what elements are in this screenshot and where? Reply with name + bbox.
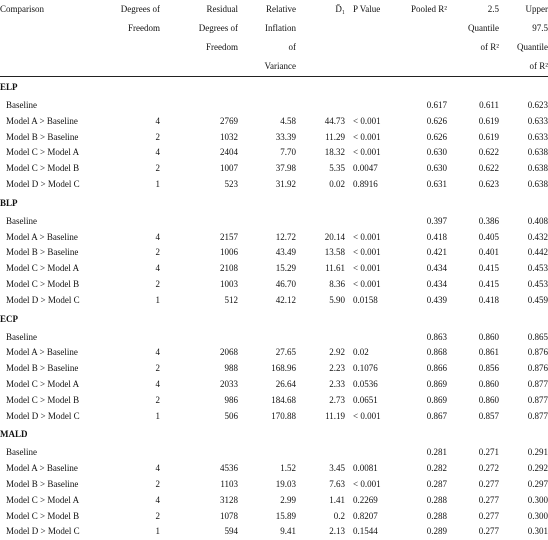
cell-quantile-2-5-r2: 0.611: [447, 98, 499, 114]
cell-pooled-r2: 0.282: [403, 461, 447, 477]
cell-pooled-r2: 0.630: [403, 145, 447, 161]
cell-quantile-2-5-r2: 0.272: [447, 461, 499, 477]
cell-degrees-of-freedom: 4: [118, 114, 160, 130]
cell-pooled-r2: 0.631: [403, 177, 447, 193]
cell-degrees-of-freedom: [118, 214, 160, 230]
table-row: [0, 461, 548, 477]
cell-p-value: 0.8207: [345, 509, 403, 525]
table-row: [0, 509, 548, 525]
cell-relative-inflation-of-variance: 27.65: [238, 345, 296, 361]
cell-comparison: Model A > Baseline: [0, 114, 118, 130]
cell-pooled-r2: 0.439: [403, 293, 447, 309]
cell-pooled-r2: 0.288: [403, 493, 447, 509]
cell-p-value: < 0.001: [345, 261, 403, 277]
cell-p-value: 0.1076: [345, 361, 403, 377]
group-title: BLP: [0, 193, 548, 214]
cell-quantile-2-5-r2: 0.277: [447, 509, 499, 525]
cell-comparison: Model A > Baseline: [0, 230, 118, 246]
cell-quantile-97-5-r2: 0.638: [499, 145, 548, 161]
cell-d1-statistic: 3.45: [296, 461, 345, 477]
cell-degrees-of-freedom: 1: [118, 293, 160, 309]
cell-d1-statistic: 7.63: [296, 477, 345, 493]
cell-p-value: 0.0536: [345, 377, 403, 393]
cell-comparison: Model D > Model C: [0, 293, 118, 309]
table-row: [0, 130, 548, 146]
header-p-value: [345, 0, 403, 77]
table-row: [0, 145, 548, 161]
cell-quantile-97-5-r2: 0.877: [499, 409, 548, 425]
cell-comparison: Model C > Model B: [0, 277, 118, 293]
header-pooled-r2: [403, 0, 447, 77]
cell-comparison: Baseline: [0, 98, 118, 114]
cell-quantile-97-5-r2: 0.300: [499, 509, 548, 525]
cell-d1-statistic: 13.58: [296, 245, 345, 261]
cell-degrees-of-freedom: 4: [118, 493, 160, 509]
cell-p-value: < 0.001: [345, 245, 403, 261]
cell-d1-statistic: 0.2: [296, 509, 345, 525]
table-row: [0, 524, 548, 540]
cell-d1-statistic: [296, 445, 345, 461]
cell-quantile-97-5-r2: 0.633: [499, 130, 548, 146]
cell-pooled-r2: 0.287: [403, 477, 447, 493]
header-relative-inflation-of-variance: [238, 0, 296, 77]
cell-quantile-97-5-r2: 0.459: [499, 293, 548, 309]
header-line: of R²: [499, 57, 548, 76]
cell-p-value: 0.0047: [345, 161, 403, 177]
cell-degrees-of-freedom: 4: [118, 145, 160, 161]
table-row: [0, 293, 548, 309]
cell-quantile-2-5-r2: 0.619: [447, 130, 499, 146]
cell-residual-degrees-of-freedom: 1006: [160, 245, 238, 261]
table-row: [0, 245, 548, 261]
cell-relative-inflation-of-variance: 15.29: [238, 261, 296, 277]
cell-relative-inflation-of-variance: 12.72: [238, 230, 296, 246]
header-line: P Value: [353, 0, 403, 19]
cell-comparison: Model C > Model A: [0, 493, 118, 509]
cell-p-value: [345, 214, 403, 230]
cell-p-value: < 0.001: [345, 114, 403, 130]
cell-quantile-2-5-r2: 0.401: [447, 245, 499, 261]
cell-quantile-97-5-r2: 0.301: [499, 524, 548, 540]
cell-pooled-r2: 0.869: [403, 377, 447, 393]
cell-degrees-of-freedom: [118, 98, 160, 114]
cell-residual-degrees-of-freedom: 1103: [160, 477, 238, 493]
cell-d1-statistic: [296, 330, 345, 346]
cell-degrees-of-freedom: [118, 330, 160, 346]
cell-d1-statistic: 44.73: [296, 114, 345, 130]
cell-quantile-2-5-r2: 0.860: [447, 377, 499, 393]
cell-quantile-97-5-r2: 0.877: [499, 393, 548, 409]
cell-degrees-of-freedom: 2: [118, 509, 160, 525]
cell-residual-degrees-of-freedom: 986: [160, 393, 238, 409]
cell-p-value: < 0.001: [345, 409, 403, 425]
cell-p-value: 0.2269: [345, 493, 403, 509]
cell-d1-statistic: 2.92: [296, 345, 345, 361]
table-row: [0, 230, 548, 246]
cell-residual-degrees-of-freedom: 2108: [160, 261, 238, 277]
cell-pooled-r2: 0.418: [403, 230, 447, 246]
table-row: [0, 493, 548, 509]
cell-comparison: Model C > Model A: [0, 145, 118, 161]
header-quantile-97-5-r2: [499, 0, 548, 77]
cell-p-value: 0.8916: [345, 177, 403, 193]
cell-d1-statistic: 11.29: [296, 130, 345, 146]
cell-p-value: 0.02: [345, 345, 403, 361]
cell-quantile-97-5-r2: 0.453: [499, 261, 548, 277]
cell-quantile-97-5-r2: 0.292: [499, 461, 548, 477]
table-row: [0, 114, 548, 130]
cell-relative-inflation-of-variance: 43.49: [238, 245, 296, 261]
header-line: Relative: [238, 0, 296, 19]
cell-pooled-r2: 0.630: [403, 161, 447, 177]
header-line: Variance: [238, 57, 296, 76]
cell-quantile-97-5-r2: 0.876: [499, 361, 548, 377]
cell-quantile-2-5-r2: 0.622: [447, 161, 499, 177]
cell-quantile-2-5-r2: 0.860: [447, 330, 499, 346]
cell-relative-inflation-of-variance: [238, 445, 296, 461]
cell-degrees-of-freedom: 2: [118, 161, 160, 177]
header-line: Inflation: [238, 19, 296, 38]
cell-pooled-r2: 0.626: [403, 114, 447, 130]
cell-pooled-r2: 0.626: [403, 130, 447, 146]
cell-comparison: Baseline: [0, 330, 118, 346]
cell-residual-degrees-of-freedom: 988: [160, 361, 238, 377]
cell-quantile-2-5-r2: 0.386: [447, 214, 499, 230]
cell-comparison: Baseline: [0, 214, 118, 230]
cell-quantile-97-5-r2: 0.623: [499, 98, 548, 114]
cell-degrees-of-freedom: 4: [118, 345, 160, 361]
header-d1-statistic: [296, 0, 345, 77]
cell-residual-degrees-of-freedom: [160, 330, 238, 346]
cell-quantile-2-5-r2: 0.418: [447, 293, 499, 309]
cell-quantile-2-5-r2: 0.277: [447, 524, 499, 540]
cell-pooled-r2: 0.289: [403, 524, 447, 540]
cell-d1-statistic: 0.02: [296, 177, 345, 193]
cell-quantile-97-5-r2: 0.877: [499, 377, 548, 393]
cell-quantile-2-5-r2: 0.415: [447, 261, 499, 277]
cell-degrees-of-freedom: [118, 445, 160, 461]
cell-residual-degrees-of-freedom: 1007: [160, 161, 238, 177]
cell-quantile-2-5-r2: 0.857: [447, 409, 499, 425]
table-row: [0, 214, 548, 230]
group-title: ELP: [0, 77, 548, 99]
cell-quantile-97-5-r2: 0.300: [499, 493, 548, 509]
cell-p-value: 0.0081: [345, 461, 403, 477]
cell-degrees-of-freedom: 2: [118, 361, 160, 377]
cell-relative-inflation-of-variance: [238, 98, 296, 114]
cell-degrees-of-freedom: 2: [118, 245, 160, 261]
cell-d1-statistic: 11.19: [296, 409, 345, 425]
header-line: of R²: [447, 38, 499, 57]
cell-d1-statistic: [296, 98, 345, 114]
cell-quantile-97-5-r2: 0.638: [499, 161, 548, 177]
cell-comparison: Model B > Baseline: [0, 361, 118, 377]
table-row: [0, 277, 548, 293]
cell-quantile-97-5-r2: 0.297: [499, 477, 548, 493]
table-row: [0, 477, 548, 493]
cell-degrees-of-freedom: 4: [118, 230, 160, 246]
cell-quantile-97-5-r2: 0.453: [499, 277, 548, 293]
cell-relative-inflation-of-variance: 7.70: [238, 145, 296, 161]
cell-d1-statistic: [296, 214, 345, 230]
cell-degrees-of-freedom: 1: [118, 177, 160, 193]
cell-pooled-r2: 0.863: [403, 330, 447, 346]
cell-relative-inflation-of-variance: 19.03: [238, 477, 296, 493]
group-row: [0, 77, 548, 99]
cell-relative-inflation-of-variance: 170.88: [238, 409, 296, 425]
cell-quantile-97-5-r2: 0.865: [499, 330, 548, 346]
table-row: [0, 361, 548, 377]
cell-relative-inflation-of-variance: [238, 330, 296, 346]
cell-quantile-97-5-r2: 0.432: [499, 230, 548, 246]
cell-quantile-2-5-r2: 0.405: [447, 230, 499, 246]
cell-comparison: Model D > Model C: [0, 409, 118, 425]
cell-quantile-2-5-r2: 0.415: [447, 277, 499, 293]
cell-d1-statistic: 18.32: [296, 145, 345, 161]
cell-p-value: 0.1544: [345, 524, 403, 540]
cell-pooled-r2: 0.421: [403, 245, 447, 261]
cell-quantile-2-5-r2: 0.277: [447, 477, 499, 493]
cell-residual-degrees-of-freedom: 2769: [160, 114, 238, 130]
header-comparison: [0, 0, 118, 77]
cell-d1-statistic: 8.36: [296, 277, 345, 293]
cell-comparison: Model C > Model A: [0, 261, 118, 277]
cell-degrees-of-freedom: 2: [118, 393, 160, 409]
cell-relative-inflation-of-variance: 37.98: [238, 161, 296, 177]
cell-degrees-of-freedom: 2: [118, 477, 160, 493]
group-title: MALD: [0, 424, 548, 445]
cell-d1-statistic: 5.90: [296, 293, 345, 309]
cell-quantile-2-5-r2: 0.277: [447, 493, 499, 509]
cell-p-value: [345, 445, 403, 461]
header-line: Comparison: [0, 0, 118, 19]
cell-p-value: [345, 330, 403, 346]
cell-pooled-r2: 0.868: [403, 345, 447, 361]
cell-degrees-of-freedom: 2: [118, 277, 160, 293]
cell-pooled-r2: 0.867: [403, 409, 447, 425]
cell-relative-inflation-of-variance: 15.89: [238, 509, 296, 525]
cell-comparison: Model C > Model B: [0, 509, 118, 525]
header-line: Freedom: [118, 19, 160, 38]
cell-residual-degrees-of-freedom: [160, 445, 238, 461]
cell-quantile-2-5-r2: 0.861: [447, 345, 499, 361]
cell-pooled-r2: 0.434: [403, 277, 447, 293]
table-row: [0, 161, 548, 177]
header-line: Pooled R²: [403, 0, 447, 19]
table-row: [0, 377, 548, 393]
header-line: 97.5: [499, 19, 548, 38]
cell-quantile-97-5-r2: 0.633: [499, 114, 548, 130]
cell-residual-degrees-of-freedom: 4536: [160, 461, 238, 477]
cell-comparison: Model B > Baseline: [0, 245, 118, 261]
cell-comparison: Model B > Baseline: [0, 477, 118, 493]
cell-relative-inflation-of-variance: 42.12: [238, 293, 296, 309]
cell-p-value: < 0.001: [345, 477, 403, 493]
cell-comparison: Model B > Baseline: [0, 130, 118, 146]
cell-relative-inflation-of-variance: 46.70: [238, 277, 296, 293]
cell-quantile-97-5-r2: 0.876: [499, 345, 548, 361]
cell-d1-statistic: 2.13: [296, 524, 345, 540]
cell-residual-degrees-of-freedom: 594: [160, 524, 238, 540]
cell-residual-degrees-of-freedom: [160, 98, 238, 114]
cell-relative-inflation-of-variance: 4.58: [238, 114, 296, 130]
cell-residual-degrees-of-freedom: 512: [160, 293, 238, 309]
cell-pooled-r2: 0.281: [403, 445, 447, 461]
group-title: ECP: [0, 309, 548, 330]
cell-pooled-r2: 0.866: [403, 361, 447, 377]
header-degrees-of-freedom: [118, 0, 160, 77]
cell-d1-statistic: 2.73: [296, 393, 345, 409]
cell-relative-inflation-of-variance: 9.41: [238, 524, 296, 540]
cell-residual-degrees-of-freedom: 2068: [160, 345, 238, 361]
cell-quantile-2-5-r2: 0.619: [447, 114, 499, 130]
cell-pooled-r2: 0.617: [403, 98, 447, 114]
header-residual-degrees-of-freedom: [160, 0, 238, 77]
table-row: [0, 261, 548, 277]
cell-relative-inflation-of-variance: 33.39: [238, 130, 296, 146]
cell-relative-inflation-of-variance: 1.52: [238, 461, 296, 477]
cell-d1-statistic: 2.23: [296, 361, 345, 377]
cell-relative-inflation-of-variance: 184.68: [238, 393, 296, 409]
table-row: [0, 393, 548, 409]
table-row: [0, 409, 548, 425]
cell-p-value: 0.0158: [345, 293, 403, 309]
cell-residual-degrees-of-freedom: 2404: [160, 145, 238, 161]
cell-quantile-2-5-r2: 0.622: [447, 145, 499, 161]
cell-p-value: < 0.001: [345, 130, 403, 146]
cell-pooled-r2: 0.397: [403, 214, 447, 230]
cell-comparison: Model C > Model A: [0, 377, 118, 393]
cell-quantile-2-5-r2: 0.860: [447, 393, 499, 409]
cell-residual-degrees-of-freedom: 506: [160, 409, 238, 425]
cell-quantile-2-5-r2: 0.856: [447, 361, 499, 377]
table-row: [0, 345, 548, 361]
cell-quantile-97-5-r2: 0.291: [499, 445, 548, 461]
header-line: Upper: [499, 0, 548, 19]
cell-relative-inflation-of-variance: [238, 214, 296, 230]
cell-comparison: Model D > Model C: [0, 177, 118, 193]
cell-pooled-r2: 0.288: [403, 509, 447, 525]
cell-pooled-r2: 0.434: [403, 261, 447, 277]
cell-d1-statistic: 2.33: [296, 377, 345, 393]
cell-comparison: Model C > Model B: [0, 161, 118, 177]
header-line: Degrees of: [160, 19, 238, 38]
group-row: [0, 309, 548, 330]
table-row: [0, 445, 548, 461]
cell-comparison: Model A > Baseline: [0, 345, 118, 361]
cell-residual-degrees-of-freedom: 1078: [160, 509, 238, 525]
group-row: [0, 424, 548, 445]
cell-degrees-of-freedom: 4: [118, 261, 160, 277]
cell-residual-degrees-of-freedom: [160, 214, 238, 230]
cell-degrees-of-freedom: 1: [118, 524, 160, 540]
header-line: Freedom: [160, 38, 238, 57]
table-header: [0, 0, 548, 77]
cell-p-value: 0.0651: [345, 393, 403, 409]
cell-comparison: Model C > Model B: [0, 393, 118, 409]
cell-comparison: Model D > Model C: [0, 524, 118, 540]
header-line: of: [238, 38, 296, 57]
cell-residual-degrees-of-freedom: 2157: [160, 230, 238, 246]
cell-quantile-2-5-r2: 0.623: [447, 177, 499, 193]
header-quantile-2-5-r2: [447, 0, 499, 77]
header-line: Quantile: [447, 19, 499, 38]
cell-d1-statistic: 20.14: [296, 230, 345, 246]
cell-d1-statistic: 5.35: [296, 161, 345, 177]
cell-d1-statistic: 1.41: [296, 493, 345, 509]
cell-relative-inflation-of-variance: 168.96: [238, 361, 296, 377]
cell-relative-inflation-of-variance: 2.99: [238, 493, 296, 509]
table-row: [0, 177, 548, 193]
cell-degrees-of-freedom: 2: [118, 130, 160, 146]
cell-residual-degrees-of-freedom: 2033: [160, 377, 238, 393]
cell-p-value: < 0.001: [345, 230, 403, 246]
header-line: Degrees of: [118, 0, 160, 19]
cell-residual-degrees-of-freedom: 523: [160, 177, 238, 193]
header-line: D̄₁: [296, 0, 345, 19]
cell-residual-degrees-of-freedom: 1032: [160, 130, 238, 146]
header-line: 2.5: [447, 0, 499, 19]
table-body: [0, 77, 548, 540]
cell-relative-inflation-of-variance: 26.64: [238, 377, 296, 393]
cell-quantile-97-5-r2: 0.442: [499, 245, 548, 261]
cell-residual-degrees-of-freedom: 1003: [160, 277, 238, 293]
cell-quantile-97-5-r2: 0.638: [499, 177, 548, 193]
table-row: [0, 98, 548, 114]
cell-comparison: Baseline: [0, 445, 118, 461]
cell-degrees-of-freedom: 4: [118, 461, 160, 477]
cell-p-value: [345, 98, 403, 114]
cell-quantile-2-5-r2: 0.271: [447, 445, 499, 461]
cell-degrees-of-freedom: 1: [118, 409, 160, 425]
group-row: [0, 193, 548, 214]
header-line: Residual: [160, 0, 238, 19]
cell-pooled-r2: 0.869: [403, 393, 447, 409]
cell-degrees-of-freedom: 4: [118, 377, 160, 393]
cell-comparison: Model A > Baseline: [0, 461, 118, 477]
cell-p-value: < 0.001: [345, 277, 403, 293]
header-row: [0, 0, 548, 77]
cell-p-value: < 0.001: [345, 145, 403, 161]
cell-residual-degrees-of-freedom: 3128: [160, 493, 238, 509]
table-row: [0, 330, 548, 346]
cell-relative-inflation-of-variance: 31.92: [238, 177, 296, 193]
cell-quantile-97-5-r2: 0.408: [499, 214, 548, 230]
cell-d1-statistic: 11.61: [296, 261, 345, 277]
header-line: Quantile: [499, 38, 548, 57]
